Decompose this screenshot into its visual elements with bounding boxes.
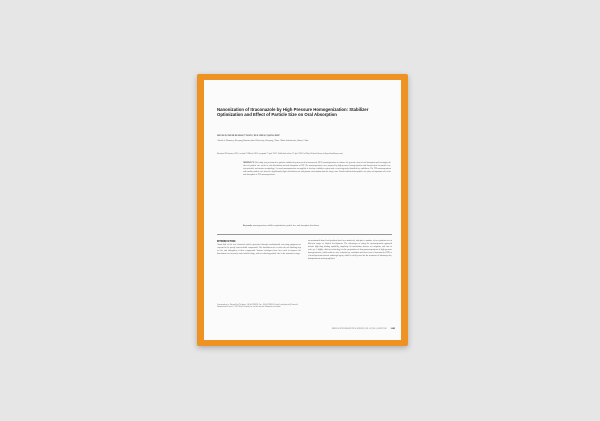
left-column: [217, 240, 301, 256]
paper-page: [204, 80, 401, 340]
document-frame: [197, 74, 408, 346]
paper-authors: WEI SUN,¹ WENLEI MAO,¹² YI WU,¹ XUE CHEN,¹ QIANG RUI¹: [217, 135, 280, 137]
abstract-text: This study was performed to optimize stabilized systems used in itraconazole (ITZ) nanosuspensions to enhance the general extent of oral absorption and investigate the effect of particle size on the in vitro dissolution and oral absorption of ITZ. The nanosuspensions were prepared by high pressure homogenization and characterized for particle size, zeta potential, and surface morphology. A second nanosuspension was applied to develop a stabilizer system and a screening study identified key stabilizers. The ITZ nanosuspensions with smaller particle size showed a significantly higher dissolution rate and plasma concentration than the larger ones. Results indicated that particle size plays an important role in the oral absorption of ITZ nanosuspensions.: [243, 162, 392, 176]
page-number: 2489: [390, 328, 395, 330]
introduction-text-right: an unsaturated-based oral products have been marketed, and quite a number of new products are in different stages of clinical development. The advantages of using the nanosuspension approach include high drug loading capability, simplicity of formulation, absence of excipients, and ease of scale up. A highly efficient technology for the preparation of drug nanosuspensions is high pressure homogenization, which achieves size reduction by cavitation and shear forces. Itraconazole (ITZ) is a broad-spectrum triazole antifungal agent, which is widely used for the treatment of blastomycosis, histoplasmosis and aspergillosis.: [308, 240, 392, 260]
footer-journal: JOURNAL OF PHARMACEUTICAL SCIENCES, VOL. 102, NO. 8, AUGUST 2013: [331, 329, 387, 330]
divider: [217, 234, 392, 235]
keywords: [243, 225, 391, 228]
keywords-text: nanosuspensions; stabilizer optimization; particle size; oral absorption; dissolution: [252, 225, 319, 227]
introduction-text-left: About half of the new chemical entities generated through combinatorial screening programs are expected to be poorly water-soluble compounds. The dissolution rate is often the rate-limiting step for the oral absorption of these compounds. Various techniques have been used to improve the dissolution rate of poorly water-soluble drugs, such as reducing particle size to the nanometer range.: [217, 244, 301, 255]
paper-affiliations: ¹School of Pharmacy, Shenyang Pharmaceutical University, Shenyang, China. ²Yabao Laboratories, Shanxi, China: [217, 140, 309, 142]
paper-dates: Received 26 January 2013; revised 21 March 2013; accepted 7 April 2013. Published online 23 April 2013 in Wiley Online Library (wileyonlinelibrary.com).: [217, 153, 344, 155]
keywords-label: Keywords:: [243, 225, 253, 227]
abstract-label: ABSTRACT:: [243, 162, 255, 164]
abstract: [243, 162, 391, 177]
introduction-heading: INTRODUCTION: [217, 240, 236, 243]
footnote: Correspondence to: Xiaoyan Ren (Telephone: +86-24-23986230; Fax: +86-24-23986230; E-mail: [email protected]) Journal of Pharmaceutical Sciences © 2013 Wiley Periodicals, Inc. and the American Pharmacists Association: [217, 305, 298, 309]
right-column: [308, 240, 392, 261]
paper-title: Nanonization of Itraconazole by High Pressure Homogenization: Stabilizer Optimization and Effect of Particle Size on Oral Absorption: [217, 107, 369, 117]
